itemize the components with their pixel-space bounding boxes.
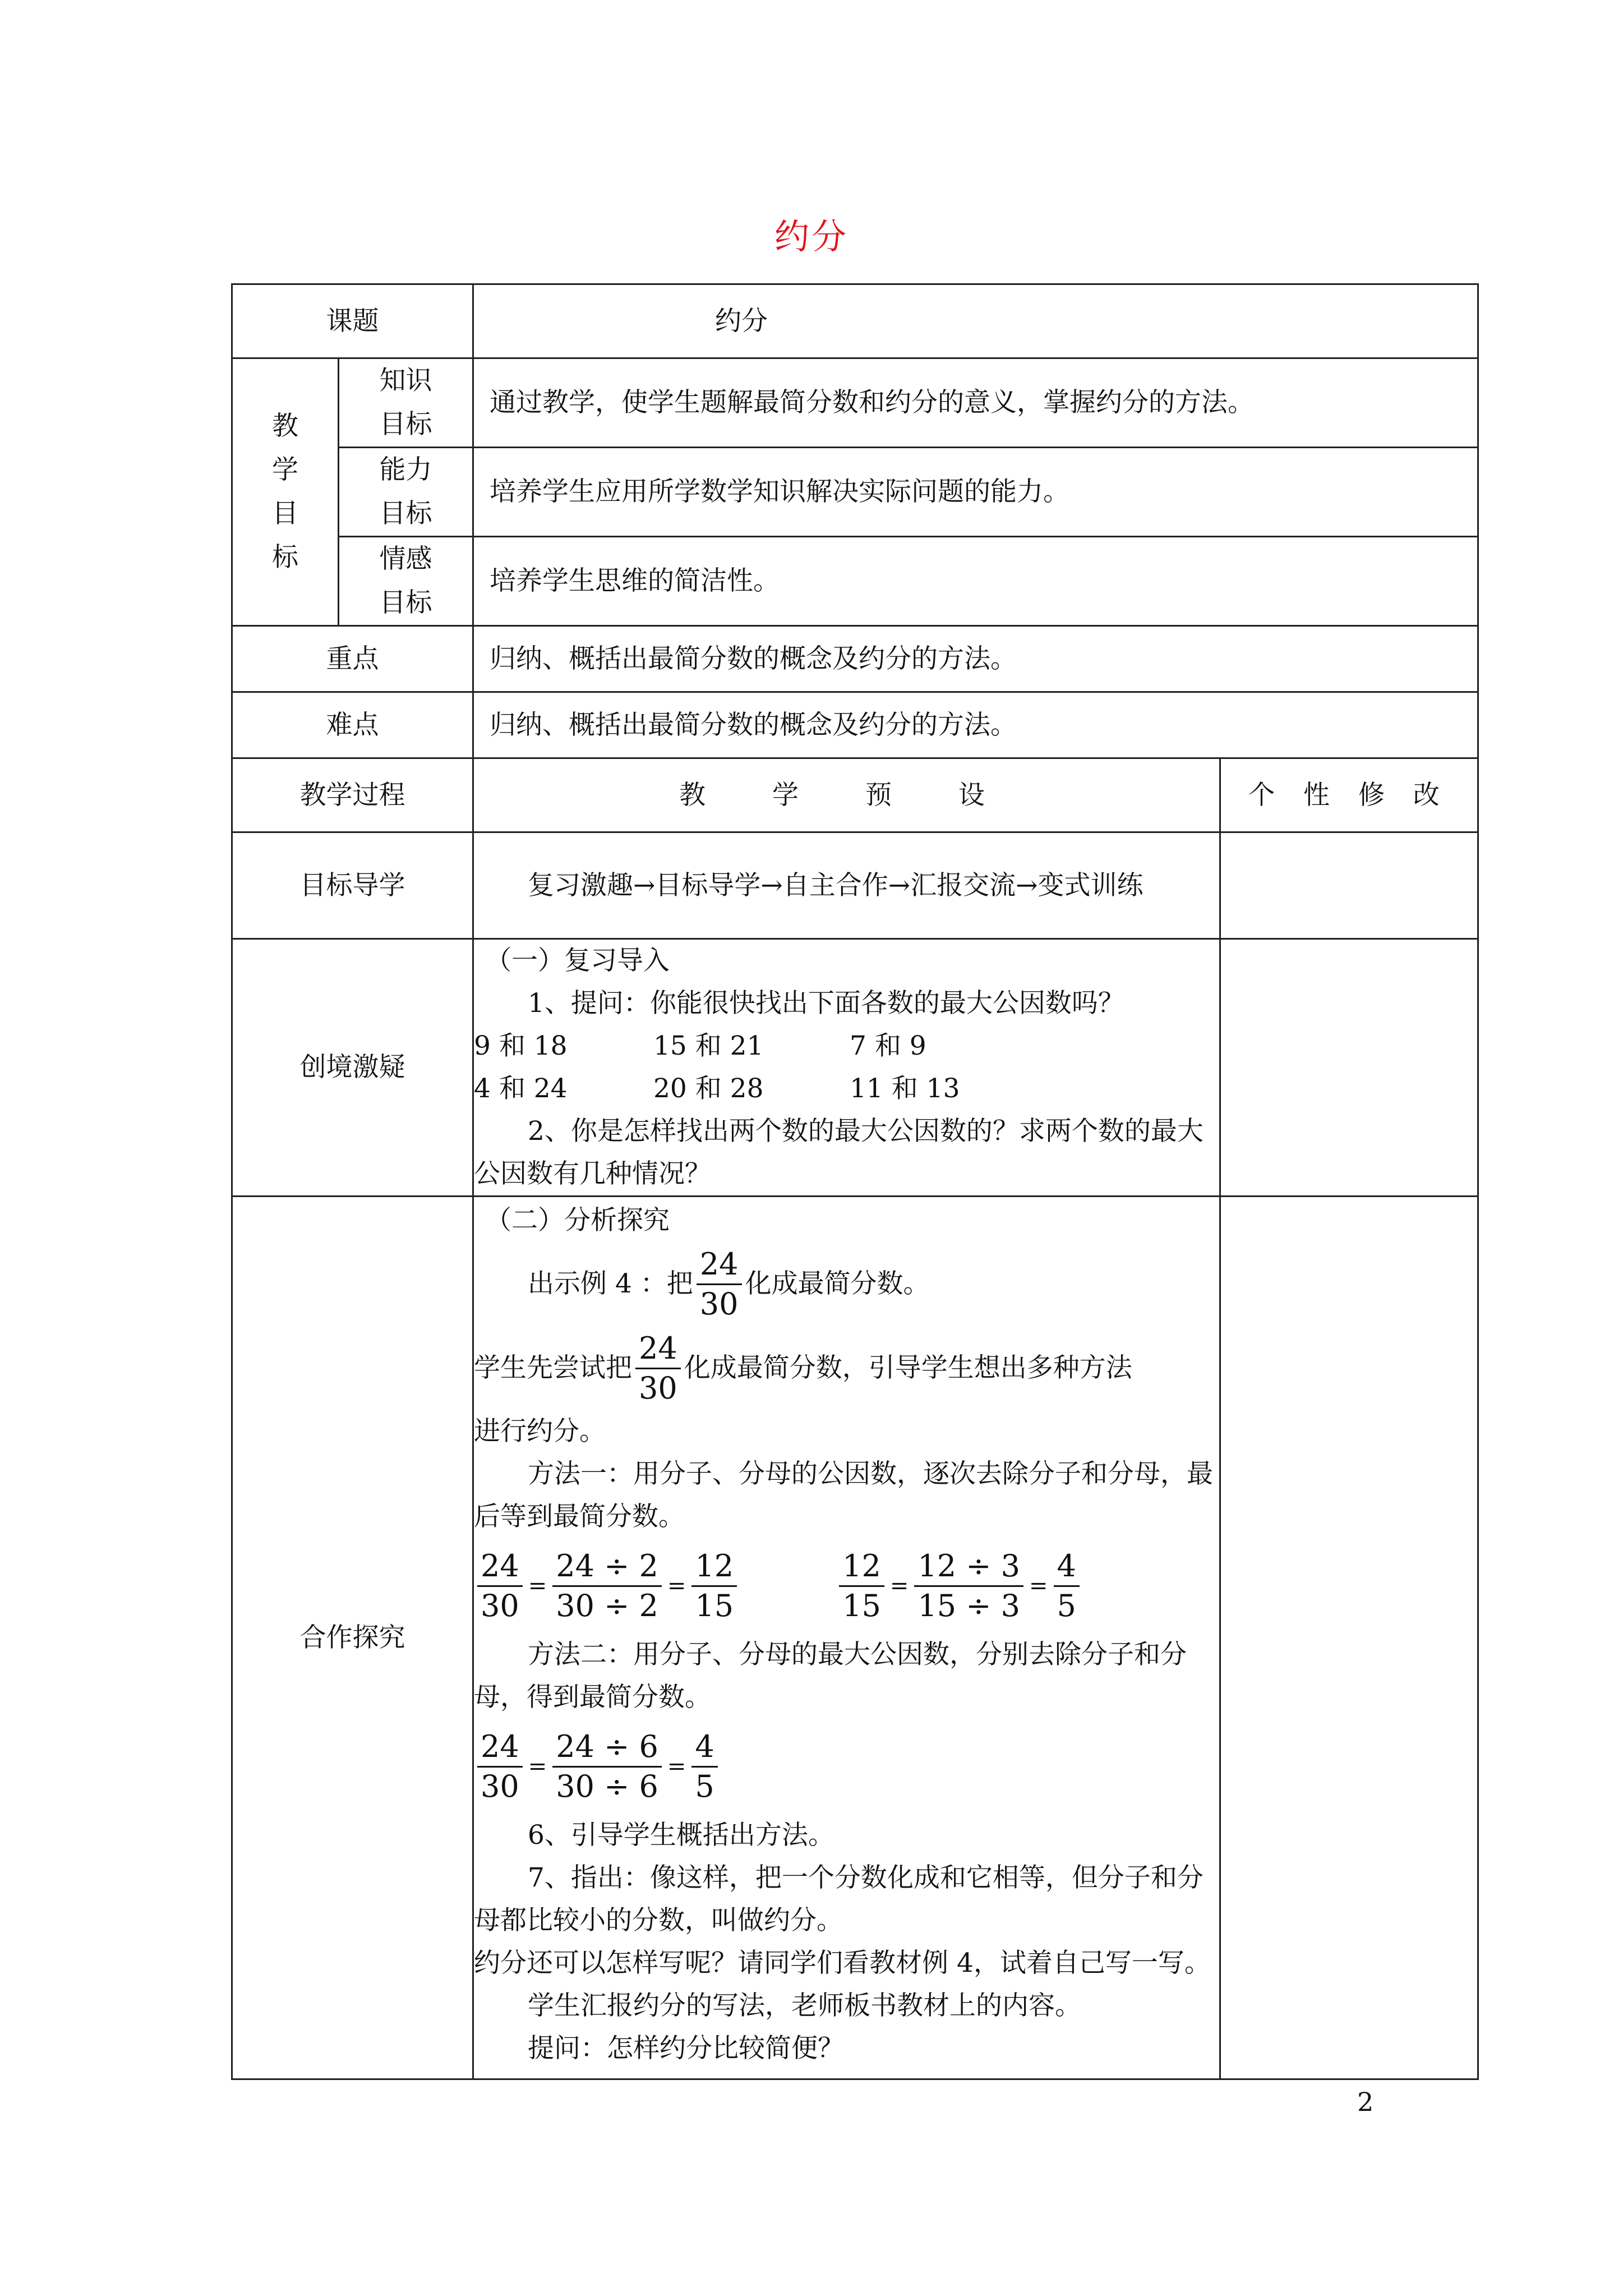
fraction: $\frac{24}{30}$ xyxy=(477,1729,523,1805)
goal-label-emotion: 情感目标 xyxy=(339,537,473,626)
inspire-q2: 2、你是怎样找出两个数的最大公因数的？求两个数的最大公因数有几种情况？ xyxy=(474,1116,1204,1189)
fraction: $\frac{4}{5}$ xyxy=(1054,1548,1080,1624)
goals-label: 教学目标 xyxy=(232,358,339,626)
goal-text-knowledge: 通过教学，使学生题解最简分数和约分的意义，掌握约分的方法。 xyxy=(473,358,1478,448)
goal-text-ability: 培养学生应用所学数学知识解决实际问题的能力。 xyxy=(473,448,1478,537)
pair-item: 7 和 9 xyxy=(850,1030,926,1061)
try-post-rest: 进行约分。 xyxy=(474,1416,606,1447)
equals-sign: = xyxy=(528,1573,547,1599)
explore-row xyxy=(232,1197,1478,2079)
fraction: $\frac{24}{30}$ xyxy=(697,1246,742,1322)
inspire-row xyxy=(232,939,1478,1197)
method-1: 方法一：用分子、分母的公因数，逐次去除分子和分母，最后等到最简分数。 xyxy=(474,1458,1213,1532)
inspire-q1: 1、提问：你能很快找出下面各数的最大公因数吗？ xyxy=(528,988,1124,1019)
try-line xyxy=(474,1326,1219,1410)
process-header: 教学过程 xyxy=(232,758,473,832)
goal-text-emotion: 培养学生思维的简洁性。 xyxy=(473,537,1478,626)
pair-item: 4 和 24 xyxy=(474,1073,568,1104)
method-1-formulas xyxy=(474,1538,1219,1634)
explore-cell xyxy=(473,1197,1220,2079)
step-7: 7、指出：像这样，把一个分数化成和它相等，但分子和分母都比较小的分数，叫做约分。 xyxy=(474,1862,1204,1936)
topic-value: 约分 xyxy=(473,284,1478,358)
equals-sign: = xyxy=(528,1754,547,1779)
method-2: 方法二：用分子、分母的最大公因数，分别去除分子和分母，得到最简分数。 xyxy=(474,1639,1187,1713)
inspire-revise xyxy=(1220,939,1478,1197)
pairs-row-1 xyxy=(474,1025,1219,1068)
difficulty-text: 归纳、概括出最简分数的概念及约分的方法。 xyxy=(473,692,1478,758)
difficulty-label: 难点 xyxy=(232,692,473,758)
fraction: $\frac{24}{30}$ xyxy=(635,1331,681,1406)
goal-label-ability: 能力目标 xyxy=(339,448,473,537)
key-text: 归纳、概括出最简分数的概念及约分的方法。 xyxy=(473,626,1478,692)
fraction: $\frac{12 \div 3}{15 \div 3}$ xyxy=(914,1548,1023,1624)
explore-label: 合作探究 xyxy=(232,1197,473,2079)
explore-heading: （二）分析探究 xyxy=(485,1205,670,1236)
pair-item: 11 和 13 xyxy=(850,1073,960,1104)
difficulty-row xyxy=(232,692,1478,758)
goal-row-knowledge xyxy=(232,358,1478,448)
try-pre: 学生先尝试把 xyxy=(474,1352,632,1383)
inspire-label: 创境激疑 xyxy=(232,939,473,1197)
header-row xyxy=(232,758,1478,832)
revise-header: 个 性 修 改 xyxy=(1220,758,1478,832)
pairs-row-2 xyxy=(474,1068,1219,1110)
ask-write: 约分还可以怎样写呢？请同学们看教材例 4，试着自己写一写。 xyxy=(474,1948,1211,1978)
key-row xyxy=(232,626,1478,692)
topic-label: 课题 xyxy=(232,284,473,358)
page-title: 约分 xyxy=(774,216,849,257)
report: 学生汇报约分的写法，老师板书教材上的内容。 xyxy=(528,1990,1081,2021)
method-2-formula xyxy=(474,1719,1219,1814)
guide-revise xyxy=(1220,832,1478,939)
fraction: $\frac{24 \div 2}{30 \div 2}$ xyxy=(552,1548,662,1624)
fraction: $\frac{24 \div 6}{30 \div 6}$ xyxy=(552,1729,662,1805)
goal-label-knowledge: 知识目标 xyxy=(339,358,473,448)
lesson-plan-table xyxy=(231,283,1479,2080)
example-post: 化成最简分数。 xyxy=(745,1268,930,1299)
fraction: $\frac{4}{5}$ xyxy=(691,1729,717,1805)
ask-simple: 提问：怎样约分比较简便？ xyxy=(528,2033,844,2064)
guide-label: 目标导学 xyxy=(232,832,473,939)
guide-row xyxy=(232,832,1478,939)
guide-cell xyxy=(473,832,1220,939)
key-label: 重点 xyxy=(232,626,473,692)
explore-revise xyxy=(1220,1197,1478,2079)
equals-sign: = xyxy=(1029,1573,1048,1599)
fraction: $\frac{24}{30}$ xyxy=(477,1548,523,1624)
preset-header: 教 学 预 设 xyxy=(473,758,1220,832)
step-6: 6、引导学生概括出方法。 xyxy=(528,1820,834,1851)
example-pre: 出示例 4 ：把 xyxy=(528,1268,693,1299)
guide-text: 复习激趣→目标导学→自主合作→汇报交流→变式训练 xyxy=(528,869,1144,901)
pair-item: 9 和 18 xyxy=(474,1030,568,1061)
pair-item: 15 和 21 xyxy=(653,1030,764,1061)
inspire-cell xyxy=(473,939,1220,1197)
topic-row xyxy=(232,284,1478,358)
pair-item: 20 和 28 xyxy=(653,1073,764,1104)
try-post: 化成最简分数，引导学生想出多种方法 xyxy=(684,1352,1132,1383)
page-number: 2 xyxy=(1357,2087,1374,2117)
equals-sign: = xyxy=(667,1573,686,1599)
goal-row-emotion xyxy=(232,537,1478,626)
fraction: $\frac{12}{15}$ xyxy=(691,1548,737,1624)
equals-sign: = xyxy=(667,1754,686,1779)
inspire-heading: （一）复习导入 xyxy=(485,945,670,976)
fraction: $\frac{12}{15}$ xyxy=(839,1548,884,1624)
goal-row-ability xyxy=(232,448,1478,537)
equals-sign: = xyxy=(889,1573,909,1599)
example-line xyxy=(474,1242,1219,1326)
